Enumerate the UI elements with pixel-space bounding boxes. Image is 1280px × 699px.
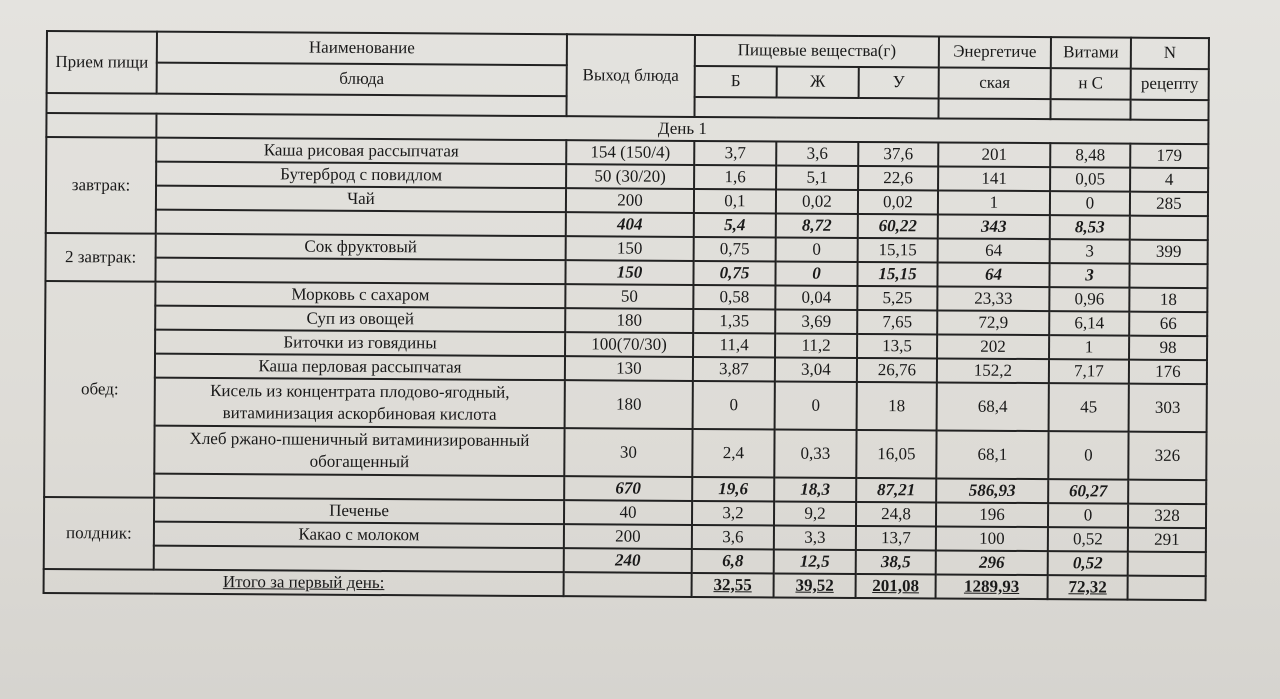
subtotal-zh: 0 — [775, 261, 857, 286]
dish-name: Печенье — [154, 498, 564, 525]
dish-recipe: 18 — [1129, 288, 1207, 312]
dish-zh: 0,02 — [776, 189, 858, 214]
dish-yield: 100(70/30) — [565, 332, 693, 357]
header-recipe-2: рецепту — [1131, 69, 1209, 100]
dish-yield: 130 — [565, 356, 693, 381]
subtotal-vitc: 3 — [1049, 263, 1129, 287]
dish-u: 15,15 — [858, 238, 938, 262]
subtotal-energy: 296 — [936, 550, 1048, 575]
dish-vitc: 7,17 — [1049, 359, 1129, 383]
header-nutrients: Пищевые вещества(г) — [695, 35, 939, 67]
subtotal-zh: 18,3 — [774, 477, 856, 502]
dish-energy: 23,33 — [937, 286, 1049, 311]
subtotal-u: 15,15 — [857, 262, 937, 286]
subtotal-b: 6,8 — [692, 549, 774, 574]
dish-recipe: 291 — [1128, 528, 1206, 552]
dish-name: Чай — [156, 186, 566, 213]
menu-table-wrapper — [43, 30, 1210, 601]
dish-recipe: 66 — [1129, 312, 1207, 336]
subtotal-yield: 240 — [564, 548, 692, 573]
header-spacer-vitamin — [1050, 99, 1130, 119]
dish-energy: 68,4 — [937, 382, 1049, 431]
dish-energy: 72,9 — [937, 310, 1049, 335]
dish-zh: 9,2 — [774, 501, 856, 526]
dish-zh: 0,04 — [775, 285, 857, 310]
subtotal-recipe — [1129, 264, 1207, 288]
subtotal-yield: 404 — [566, 212, 694, 237]
total-energy: 1289,93 — [936, 574, 1048, 599]
subtotal-b: 19,6 — [692, 477, 774, 502]
subtotal-energy: 64 — [937, 262, 1049, 287]
dish-vitc: 45 — [1049, 383, 1129, 431]
dish-yield: 150 — [566, 236, 694, 261]
dish-zh: 3,6 — [776, 141, 858, 166]
dish-zh: 0 — [775, 381, 857, 430]
subtotal-zh: 12,5 — [774, 549, 856, 574]
dish-energy: 68,1 — [936, 430, 1048, 479]
header-yield: Выход блюда — [566, 34, 694, 117]
dish-b: 0,58 — [693, 285, 775, 310]
dish-name: Каша перловая рассыпчатая — [155, 354, 565, 381]
dish-b: 11,4 — [693, 333, 775, 358]
dish-yield: 180 — [565, 308, 693, 333]
subtotal-b: 5,4 — [694, 213, 776, 238]
dish-zh: 3,3 — [774, 525, 856, 550]
dish-energy: 100 — [936, 526, 1048, 551]
dish-vitc: 6,14 — [1049, 311, 1129, 335]
table-row — [44, 425, 1206, 480]
total-zh: 39,52 — [774, 573, 856, 598]
subtotal-name — [154, 474, 564, 501]
dish-recipe: 285 — [1130, 192, 1208, 216]
subtotal-vitc: 0,52 — [1048, 551, 1128, 575]
dish-recipe: 303 — [1129, 384, 1207, 432]
dish-recipe: 399 — [1130, 240, 1208, 264]
table-row — [45, 377, 1207, 432]
dish-energy: 64 — [938, 238, 1050, 263]
dish-b: 3,2 — [692, 501, 774, 526]
header-meal-text: Прием пищи — [55, 52, 149, 72]
subtotal-u: 87,21 — [856, 478, 936, 502]
dish-u: 7,65 — [857, 310, 937, 334]
dish-u: 0,02 — [858, 190, 938, 214]
dish-name: Суп из овощей — [155, 306, 565, 333]
subtotal-name — [156, 210, 566, 237]
dish-recipe: 328 — [1128, 504, 1206, 528]
dish-yield: 200 — [564, 524, 692, 549]
dish-u: 5,25 — [857, 286, 937, 310]
dish-u: 26,76 — [857, 358, 937, 382]
total-yield — [564, 572, 692, 597]
header-spacer-recipe — [1130, 100, 1208, 120]
dish-name: Каша рисовая рассыпчатая — [156, 138, 566, 165]
dish-recipe: 179 — [1130, 144, 1208, 168]
header-recipe-1: N — [1131, 38, 1209, 69]
subtotal-yield: 670 — [564, 476, 692, 501]
dish-vitc: 0 — [1050, 191, 1130, 215]
dish-vitc: 0 — [1048, 503, 1128, 527]
dish-vitc: 0,05 — [1050, 167, 1130, 191]
dish-recipe: 176 — [1129, 360, 1207, 384]
dish-vitc: 0 — [1048, 431, 1128, 479]
dish-zh: 0 — [776, 237, 858, 262]
dish-vitc: 8,48 — [1050, 143, 1130, 167]
dish-energy: 1 — [938, 190, 1050, 215]
dish-vitc: 3 — [1050, 239, 1130, 263]
dish-b: 0,1 — [694, 189, 776, 214]
dish-u: 18 — [857, 382, 937, 430]
dish-u: 13,7 — [856, 526, 936, 550]
header-u: У — [859, 67, 939, 98]
dish-energy: 196 — [936, 502, 1048, 527]
subtotal-recipe — [1128, 480, 1206, 504]
subtotal-recipe — [1128, 552, 1206, 576]
dish-yield: 50 (30/20) — [566, 164, 694, 189]
header-spacer-nutrients — [694, 97, 938, 118]
header-meal — [47, 31, 157, 94]
dish-b: 1,6 — [694, 165, 776, 190]
total-vitc: 72,32 — [1048, 575, 1128, 599]
subtotal-u: 60,22 — [858, 214, 938, 238]
dish-yield: 200 — [566, 188, 694, 213]
header-vitamin-2: н С — [1051, 68, 1131, 99]
dish-yield: 154 (150/4) — [566, 140, 694, 165]
dish-recipe: 326 — [1128, 432, 1206, 480]
subtotal-b: 0,75 — [693, 261, 775, 286]
dish-name: Биточки из говядины — [155, 330, 565, 357]
subtotal-name — [155, 258, 565, 285]
dish-zh: 3,04 — [775, 357, 857, 382]
dish-energy: 152,2 — [937, 358, 1049, 383]
dish-u: 16,05 — [856, 430, 936, 478]
subtotal-energy: 343 — [938, 214, 1050, 239]
header-energy-1: Энергетиче — [939, 36, 1051, 68]
dish-energy: 141 — [938, 166, 1050, 191]
dish-u: 22,6 — [858, 166, 938, 190]
dish-name: Какао с молоком — [154, 522, 564, 549]
dish-name: Кисель из концентрата плодово-ягодный, витаминизация аскорбиновая кислота — [155, 378, 565, 429]
dish-recipe: 98 — [1129, 336, 1207, 360]
dish-vitc: 1 — [1049, 335, 1129, 359]
day-left-cell — [46, 113, 156, 138]
header-b: Б — [695, 66, 777, 98]
header-dish-name-2: блюда — [157, 63, 567, 97]
header-dish-name-1: Наименование — [157, 32, 567, 66]
dish-zh: 11,2 — [775, 333, 857, 358]
dish-b: 2,4 — [692, 429, 774, 478]
meal-lunch: обед: — [44, 281, 155, 498]
dish-zh: 0,33 — [774, 429, 856, 478]
dish-name: Сок фруктовый — [156, 234, 566, 261]
subtotal-zh: 8,72 — [776, 213, 858, 238]
header-energy-2: ская — [939, 67, 1051, 99]
header-vitamin-1: Витами — [1051, 37, 1131, 68]
subtotal-name — [154, 546, 564, 573]
menu-table — [43, 30, 1210, 601]
dish-name: Бутерброд с повидлом — [156, 162, 566, 189]
subtotal-u: 38,5 — [856, 550, 936, 574]
subtotal-energy: 586,93 — [936, 478, 1048, 503]
meal-breakfast2: 2 завтрак: — [45, 233, 155, 282]
subtotal-yield: 150 — [565, 260, 693, 285]
subtotal-vitc: 60,27 — [1048, 479, 1128, 503]
dish-zh: 3,69 — [775, 309, 857, 334]
dish-vitc: 0,96 — [1049, 287, 1129, 311]
dish-b: 0 — [693, 381, 775, 430]
dish-vitc: 0,52 — [1048, 527, 1128, 551]
total-recipe — [1128, 576, 1206, 600]
subtotal-vitc: 8,53 — [1050, 215, 1130, 239]
dish-energy: 202 — [937, 334, 1049, 359]
dish-u: 24,8 — [856, 502, 936, 526]
dish-u: 13,5 — [857, 334, 937, 358]
total-b: 32,55 — [692, 573, 774, 598]
subtotal-recipe — [1130, 216, 1208, 240]
dish-recipe: 4 — [1130, 168, 1208, 192]
dish-yield: 30 — [564, 428, 692, 477]
dish-u: 37,6 — [858, 142, 938, 166]
meal-breakfast: завтрак: — [46, 137, 157, 234]
dish-b: 3,87 — [693, 357, 775, 382]
dish-yield: 40 — [564, 500, 692, 525]
meal-snack: полдник: — [44, 497, 154, 570]
dish-b: 0,75 — [694, 237, 776, 262]
dish-yield: 180 — [565, 380, 693, 429]
total-u: 201,08 — [856, 574, 936, 598]
dish-b: 3,7 — [694, 141, 776, 166]
dish-zh: 5,1 — [776, 165, 858, 190]
dish-energy: 201 — [938, 142, 1050, 167]
dish-yield: 50 — [565, 284, 693, 309]
total-label: Итого за первый день: — [44, 569, 564, 596]
header-zh: Ж — [777, 66, 859, 98]
dish-name: Хлеб ржано-пшеничный витаминизированный обогащенный — [154, 426, 564, 477]
day-label: День 1 — [156, 114, 1208, 144]
dish-b: 3,6 — [692, 525, 774, 550]
header-spacer-energy — [938, 98, 1050, 119]
dish-name: Морковь с сахаром — [155, 282, 565, 309]
dish-b: 1,35 — [693, 309, 775, 334]
